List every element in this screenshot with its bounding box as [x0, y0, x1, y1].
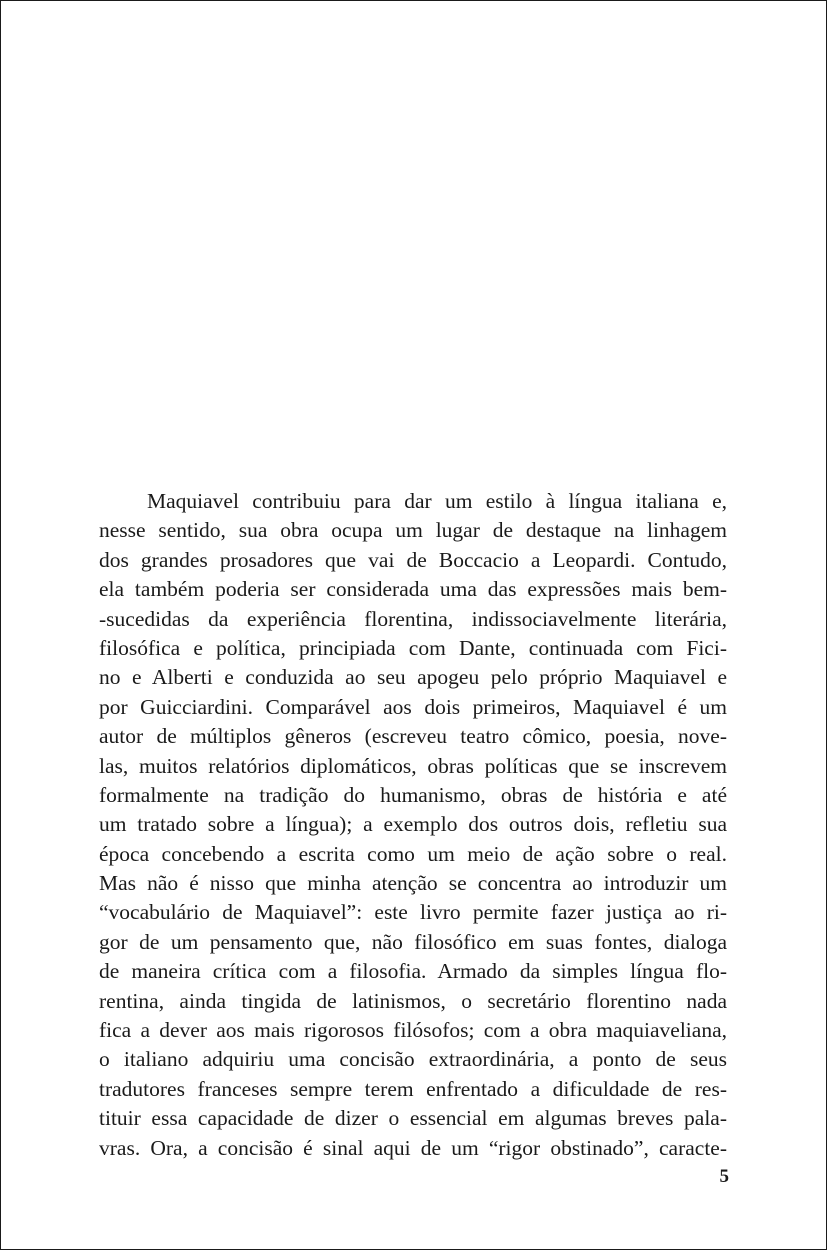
text-line: autor de múltiplos gêneros (escreveu teatro cômico, poesia, nove- [99, 724, 727, 749]
text-line: Mas não é nisso que minha atenção se concentra ao introduzir um [99, 871, 727, 896]
text-line: Maquiavel contribuiu para dar um estilo à língua italiana e, [147, 489, 727, 513]
text-line: “vocabulário de Maquiavel”: este livro permite fazer justiça ao ri- [99, 900, 727, 925]
text-line: dos grandes prosadores que vai de Boccacio a Leopardi. Contudo, [99, 547, 727, 572]
text-line: ela também poderia ser considerada uma das expressões mais bem- [99, 577, 727, 602]
text-line: nesse sentido, sua obra ocupa um lugar de destaque na linhagem [99, 518, 727, 543]
text-line: tituir essa capacidade de dizer o essencial em algumas breves pala- [99, 1106, 727, 1131]
text-line: vras. Ora, a concisão é sinal aqui de um “rigor obstinado”, caracte- [99, 1135, 727, 1160]
page-number: 5 [719, 1166, 729, 1187]
text-line: -sucedidas da experiência florentina, indissociavelmente literária, [99, 606, 727, 631]
text-line: filosófica e política, principiada com Dante, continuada com Fici- [99, 635, 727, 660]
text-line: formalmente na tradição do humanismo, obras de história e até [99, 782, 727, 807]
text-line: um tratado sobre a língua); a exemplo dos outros dois, refletiu sua [99, 812, 727, 837]
text-line: por Guicciardini. Comparável aos dois primeiros, Maquiavel é um [99, 694, 727, 719]
text-line: o italiano adquiriu uma concisão extraordinária, a ponto de seus [99, 1047, 727, 1072]
text-line: no e Alberti e conduzida ao seu apogeu pelo próprio Maquiavel e [99, 665, 727, 690]
text-line: rentina, ainda tingida de latinismos, o secretário florentino nada [99, 988, 727, 1013]
text-line: de maneira crítica com a filosofia. Armado da simples língua flo- [99, 959, 727, 984]
text-line: las, muitos relatórios diplomáticos, obras políticas que se inscrevem [99, 753, 727, 778]
body-paragraph [99, 487, 727, 1163]
text-line: gor de um pensamento que, não filosófico em suas fontes, dialoga [99, 929, 727, 954]
text-line: tradutores franceses sempre terem enfrentado a dificuldade de res- [99, 1076, 727, 1101]
text-line: fica a dever aos mais rigorosos filósofos; com a obra maquiaveliana, [99, 1018, 727, 1043]
text-line: época concebendo a escrita como um meio de ação sobre o real. [99, 841, 727, 866]
